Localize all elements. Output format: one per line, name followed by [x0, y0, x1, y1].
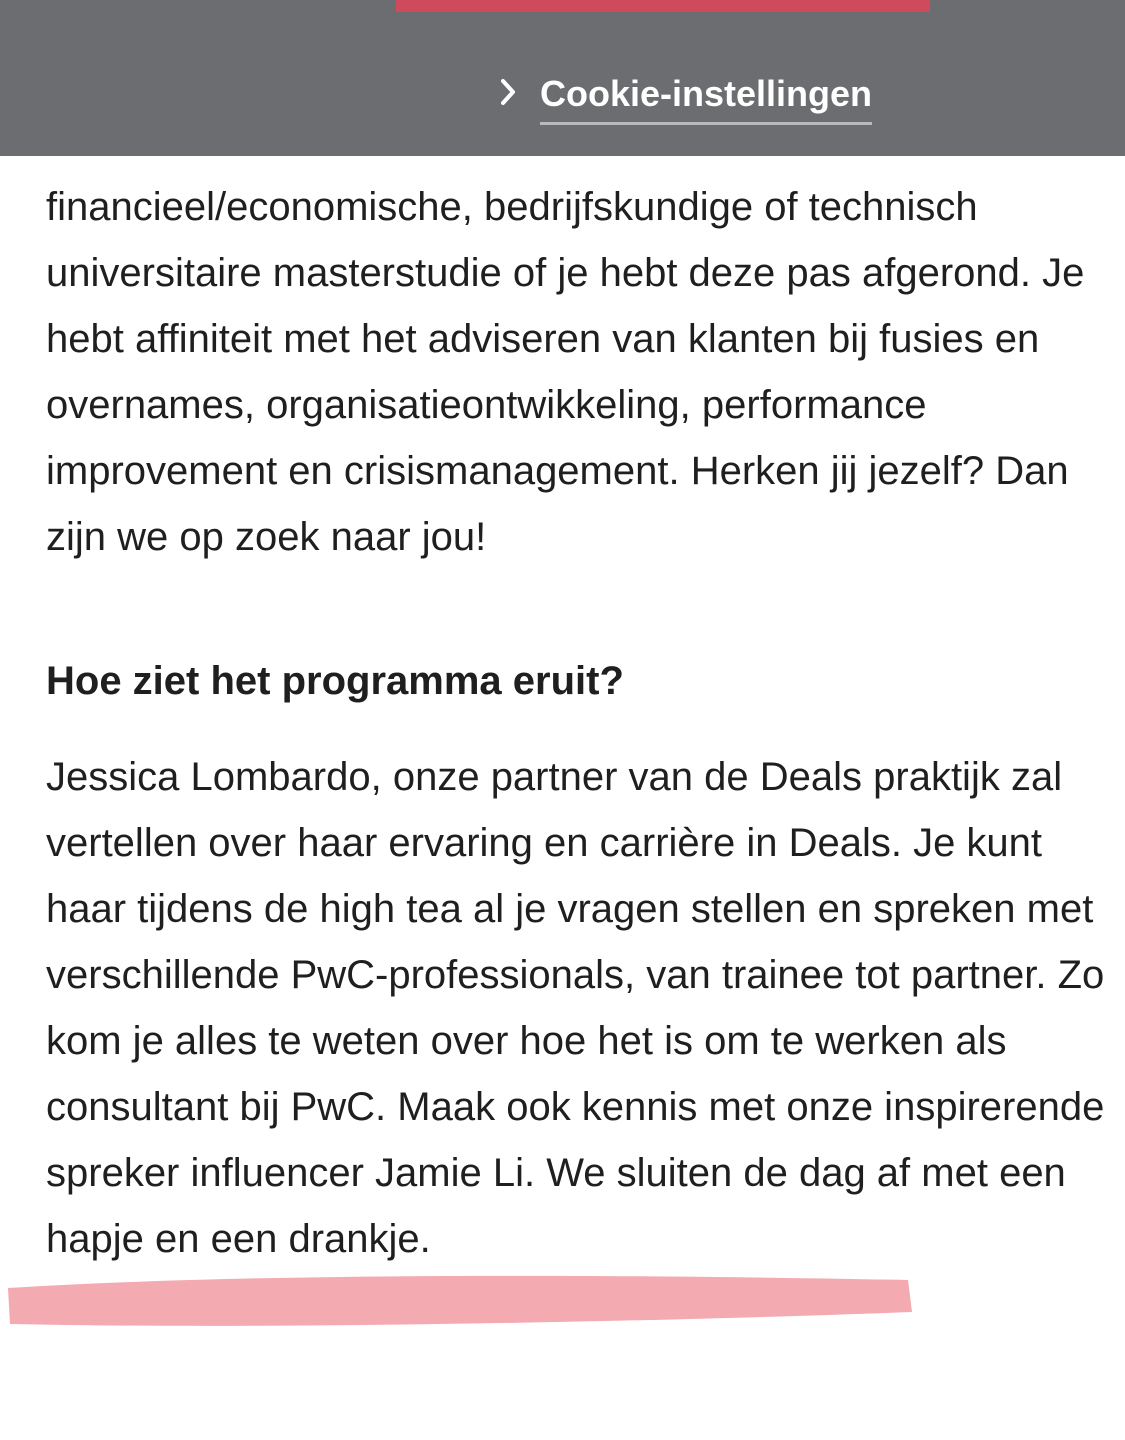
- cookie-settings-link[interactable]: [498, 70, 872, 125]
- article-paragraph: Jessica Lombardo, onze partner van de Deals praktijk zal vertellen over haar ervaring en carrière in Deals. Je kunt haar tijdens de high tea al je vragen stellen en spreken met verschillende PwC-professionals, van trainee tot partner. Zo kom je alles te weten over hoe het is om te werken als consultant bij PwC. Maak ook kennis met onze inspirerende spreker influencer Jamie Li. We sluiten de dag af met een hapje en een drankje.: [46, 755, 1105, 1261]
- accent-bar: [396, 0, 930, 12]
- article-paragraph: financieel/economische, bedrijfskundige of technisch universitaire masterstudie of je hebt deze pas afgerond. Je hebt affiniteit met het adviseren van klanten bij fusies en overnames, organisatieontwikkeling, performance improvement en crisismanagement. Herken jij jezelf? Dan zijn we op zoek naar jou!: [46, 185, 1085, 559]
- cookie-settings-label[interactable]: Cookie-instellingen: [540, 70, 872, 125]
- top-banner: [0, 0, 1125, 156]
- chevron-right-icon: [498, 75, 532, 109]
- section-heading: Hoe ziet het programma eruit?: [46, 659, 624, 703]
- article-content: [46, 174, 1106, 1272]
